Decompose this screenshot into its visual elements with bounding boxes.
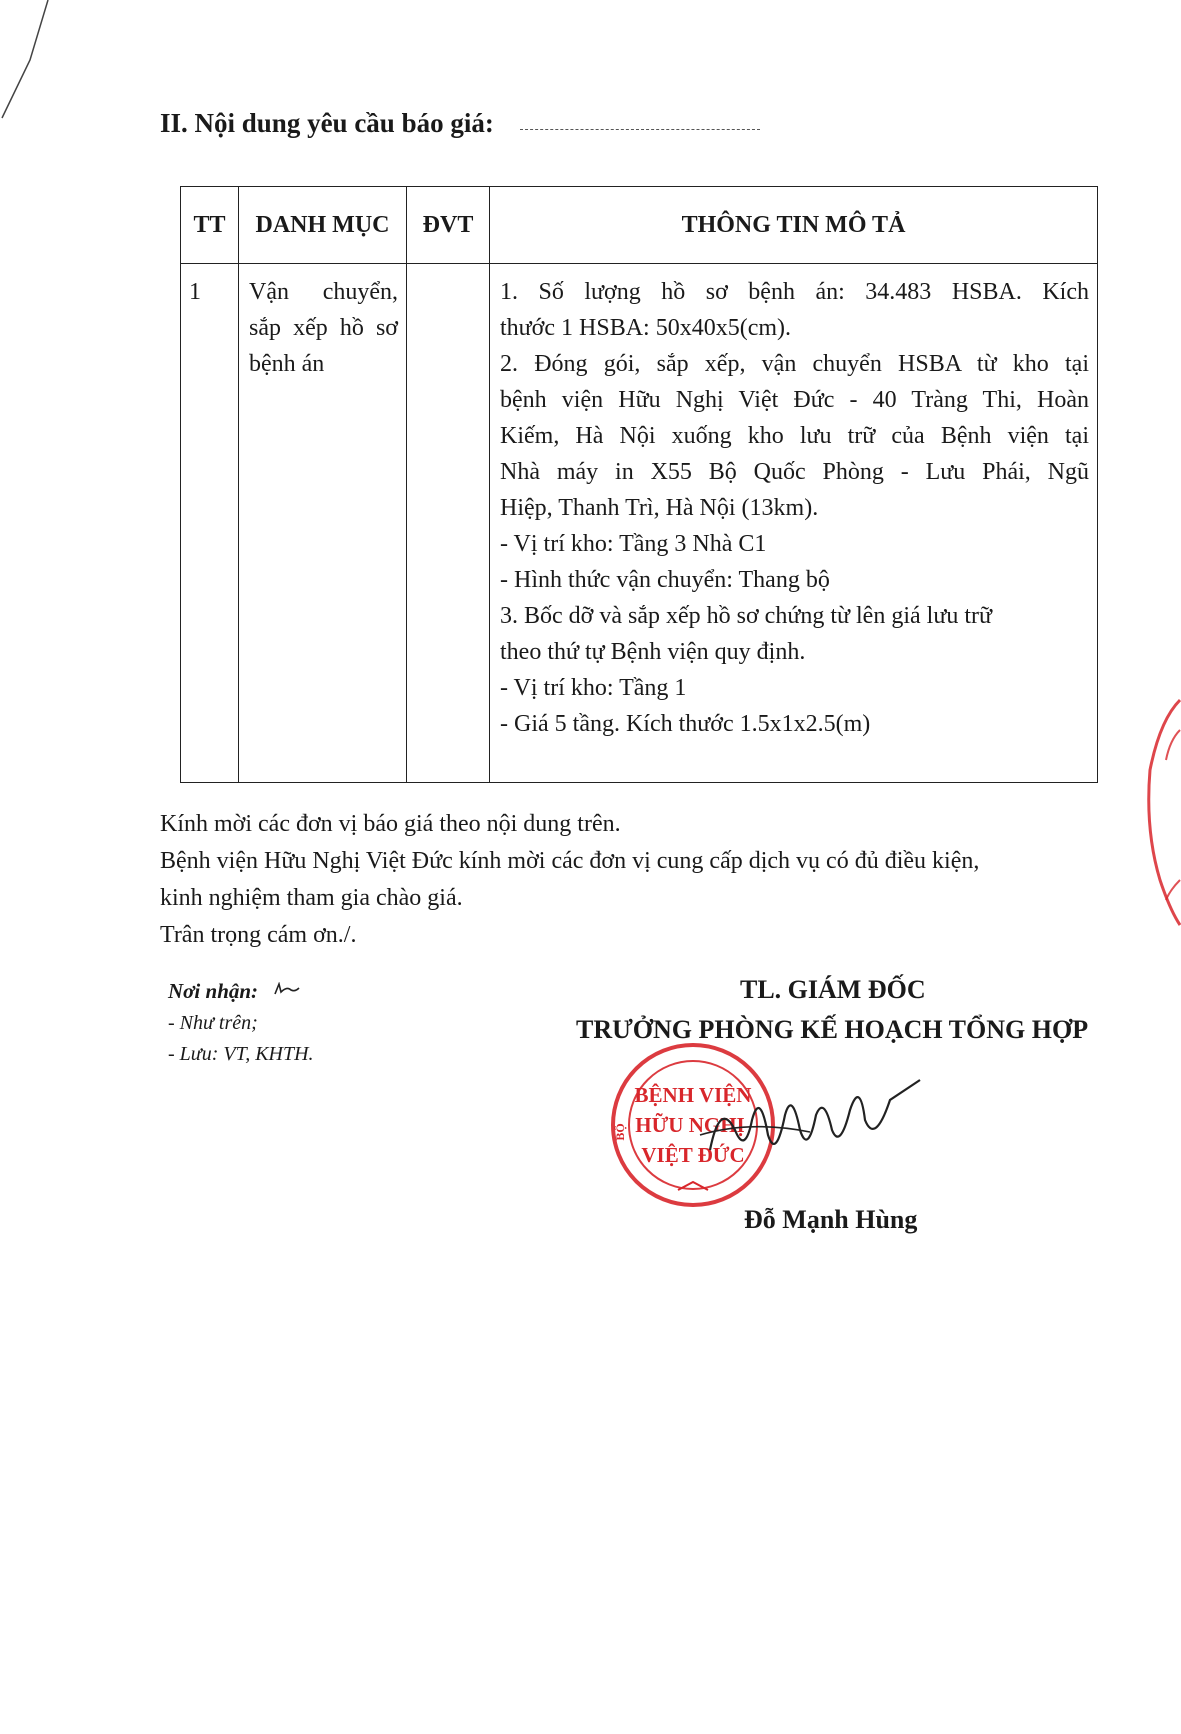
cell-danh-muc: Vận chuyển, sắp xếp hồ sơ bệnh án xyxy=(239,264,407,783)
quote-table xyxy=(180,186,1098,783)
description-line: - Vị trí kho: Tầng 3 Nhà C1 xyxy=(500,531,767,557)
signer-name: Đỗ Mạnh Hùng xyxy=(744,1205,918,1234)
cell-dvt xyxy=(407,264,490,783)
description-line: 1. Số lượng hồ sơ bệnh án: 34.483 HSBA. Kích xyxy=(500,279,1089,305)
table-row xyxy=(181,264,1098,783)
recipients-block xyxy=(168,976,314,1070)
description-line: - Giá 5 tầng. Kích thước 1.5x1x2.5(m) xyxy=(500,711,871,737)
signature-title-1: TL. GIÁM ĐỐC xyxy=(740,975,926,1004)
description-line: - Hình thức vận chuyển: Thang bộ xyxy=(500,567,830,593)
description-line: bệnh viện Hữu Nghị Việt Đức - 40 Tràng Thi, Hoàn xyxy=(500,387,1089,413)
header-tt: TT xyxy=(181,187,239,264)
stamp-line-2: HỮU NGHỊ xyxy=(635,1113,745,1137)
description-line: - Vị trí kho: Tầng 1 xyxy=(500,675,687,701)
heading-dash-line xyxy=(520,129,760,130)
description-line: Kiếm, Hà Nội xuống kho lưu trữ của Bệnh viện tại xyxy=(500,423,1089,449)
recipients-title: Nơi nhận: xyxy=(168,979,259,1003)
stamp-line-1: BỆNH VIỆN xyxy=(634,1083,752,1107)
closing-line: Bệnh viện Hữu Nghị Việt Đức kính mời các đơn vị cung cấp dịch vụ có đủ điều kiện, xyxy=(160,848,980,874)
description-line: Hiệp, Thanh Trì, Hà Nội (13km). xyxy=(500,495,819,521)
stamp-side-text: BỘ xyxy=(613,1123,627,1141)
stamp-line-3: VIỆT ĐỨC xyxy=(641,1143,745,1167)
closing-paragraph xyxy=(160,806,1120,954)
cell-tt: 1 xyxy=(181,264,239,783)
cell-description xyxy=(490,264,1098,783)
closing-line: Kính mời các đơn vị báo giá theo nội dung trên. xyxy=(160,811,621,837)
header-dvt: ĐVT xyxy=(407,187,490,264)
closing-line: kinh nghiệm tham gia chào giá. xyxy=(160,885,463,911)
recipient-item: - Lưu: VT, KHTH. xyxy=(168,1043,314,1065)
closing-line: Trân trọng cám ơn./. xyxy=(160,922,357,948)
signature-title-2: TRƯỞNG PHÒNG KẾ HOẠCH TỔNG HỢP xyxy=(576,1015,1089,1044)
description-line: 2. Đóng gói, sắp xếp, vận chuyển HSBA từ kho tại xyxy=(500,351,1089,377)
description-line: Nhà máy in X55 Bộ Quốc Phòng - Lưu Phái, Ngũ xyxy=(500,459,1089,485)
table-header-row xyxy=(181,187,1098,264)
recipient-item: - Như trên; xyxy=(168,1012,258,1034)
handwritten-signature xyxy=(690,1060,930,1170)
section-heading: II. Nội dung yêu cầu báo giá: xyxy=(160,108,494,138)
description-line: thước 1 HSBA: 50x40x5(cm). xyxy=(500,315,792,341)
edge-stamp-fragment xyxy=(1140,690,1181,930)
handwritten-initial-mark xyxy=(273,982,301,1003)
description-line: theo thứ tự Bệnh viện quy định. xyxy=(500,639,806,665)
page-edge-line xyxy=(0,0,60,120)
header-thong-tin-mo-ta: THÔNG TIN MÔ TẢ xyxy=(490,187,1098,264)
description-line: 3. Bốc dỡ và sắp xếp hồ sơ chứng từ lên giá lưu trữ xyxy=(500,603,992,629)
header-danh-muc: DANH MỤC xyxy=(239,187,407,264)
